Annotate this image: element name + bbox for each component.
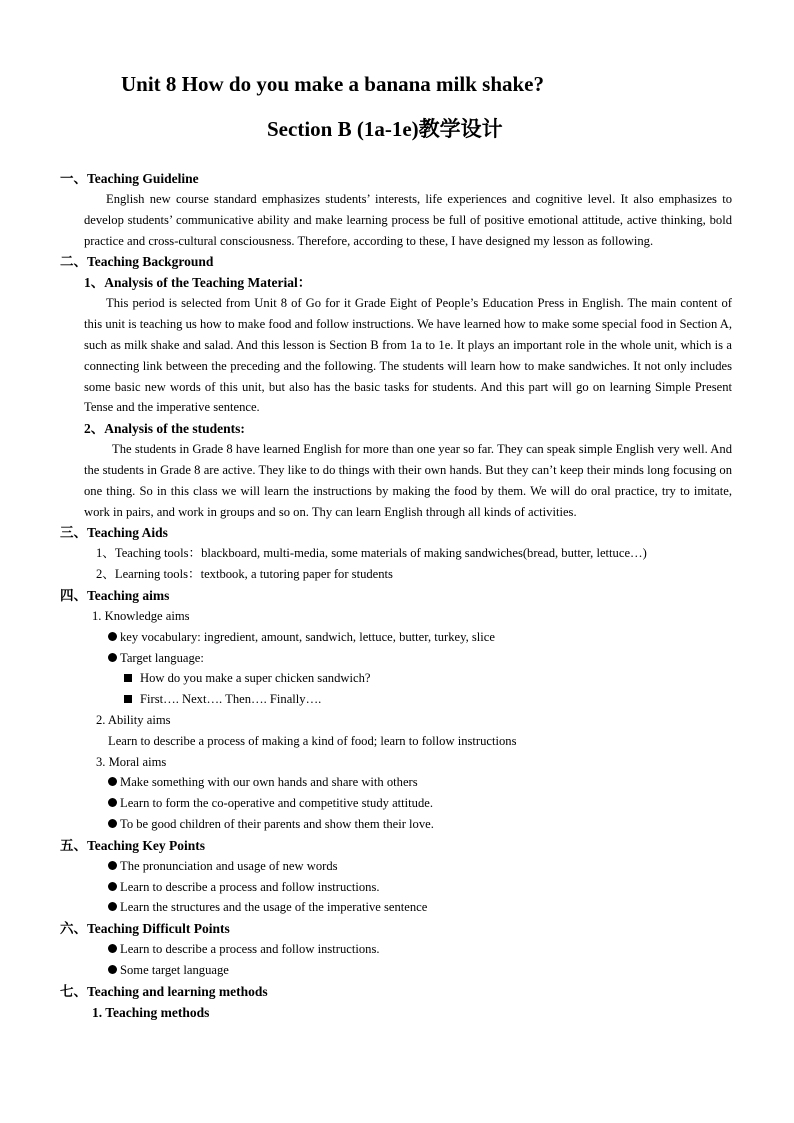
section-heading-background: 二、Teaching Background	[60, 254, 214, 270]
bullet-dot-icon	[108, 944, 117, 953]
subheading-teaching-methods: 1. Teaching methods	[92, 1004, 210, 1020]
list-item: The pronunciation and usage of new words	[60, 856, 732, 877]
list-item: Learn to form the co-operative and competitive study attitude.	[60, 793, 732, 814]
section-heading-difficult-points: 六、Teaching Difficult Points	[60, 921, 230, 937]
ability-aims-text: Learn to describe a process of making a kind of food; learn to follow instructions	[108, 733, 517, 748]
list-item: key vocabulary: ingredient, amount, sandwich, lettuce, butter, turkey, slice	[60, 627, 732, 648]
bullet-dot-icon	[108, 777, 117, 786]
bullet-dot-icon	[108, 819, 117, 828]
document-title: Unit 8 How do you make a banana milk shake?	[121, 72, 545, 96]
bullet-dot-icon	[108, 861, 117, 870]
list-item: Make something with our own hands and share with others	[60, 772, 732, 793]
list-item: Learn the structures and the usage of the imperative sentence	[60, 897, 732, 918]
students-paragraph: The students in Grade 8 have learned English for more than one year so far. They can speak simple English very well. And the students in Grade 8 are active. They like to do things with their own hands. But they can’t keep their minds long focusing on one thing. So in this class we will learn the instructions by making the food by them. We will do oral practice, try to imitate, work in pairs, and work in groups and so on. Thy can learn English through all kinds of activities.	[84, 442, 732, 519]
document-subtitle: Section B (1a-1e)教学设计	[267, 117, 503, 141]
list-item: Learn to describe a process and follow instructions.	[60, 877, 732, 898]
bullet-dot-icon	[108, 882, 117, 891]
list-item: How do you make a super chicken sandwich?	[60, 668, 732, 689]
section-heading-key-points: 五、Teaching Key Points	[60, 837, 206, 853]
list-item: Target language:	[60, 648, 732, 669]
section-heading-aims: 四、Teaching aims	[60, 587, 170, 603]
teaching-material-paragraph: This period is selected from Unit 8 of Go for it Grade Eight of People’s Education Press in English. The main content of this unit is teaching us how to make food and follow instructions. We have learned how to make some special food in Section A, such as milk shake and salad. And this lesson is Section B from 1a to 1e. It plays an important role in the whole unit, which is a connecting link between the preceding and the following. The students will learn how to make sandwiches. It not only includes some basic new words of this unit, but also has the basic tasks for students. And this part will go on learning Simple Present Tense and the imperative sentence.	[84, 296, 732, 415]
bullet-dot-icon	[108, 653, 117, 662]
list-item: Some target language	[60, 960, 732, 981]
subheading-students: 2、Analysis of the students:	[84, 421, 245, 437]
bullet-dot-icon	[108, 632, 117, 641]
guideline-paragraph: English new course standard emphasizes students’ interests, life experiences and cognitive level. It also emphasizes to develop students’ communicative ability and make learning process be full of positive emotional attitude, active thinking, bold practice and cross-cultural consciousness. Therefore, according to these, I have designed my lesson as following.	[84, 192, 732, 248]
bullet-dot-icon	[108, 902, 117, 911]
list-item: First…. Next…. Then…. Finally….	[60, 689, 732, 710]
bullet-square-icon	[124, 674, 132, 682]
section-heading-methods: 七、Teaching and learning methods	[60, 983, 268, 999]
knowledge-aims-heading: 1. Knowledge aims	[92, 608, 190, 623]
bullet-dot-icon	[108, 965, 117, 974]
aids-item-learning-tools: 2、Learning tools：textbook, a tutoring paper for students	[96, 567, 393, 582]
subheading-teaching-material: 1、Analysis of the Teaching Material：	[84, 275, 312, 291]
list-item: To be good children of their parents and show them their love.	[60, 814, 732, 835]
list-item: Learn to describe a process and follow instructions.	[60, 939, 732, 960]
section-heading-aids: 三、Teaching Aids	[60, 525, 168, 541]
section-heading-guideline: 一、Teaching Guideline	[60, 171, 199, 186]
bullet-dot-icon	[108, 798, 117, 807]
ability-aims-heading: 2. Ability aims	[96, 712, 171, 727]
aids-item-teaching-tools: 1、Teaching tools：blackboard, multi-media, some materials of making sandwiches(bread, butter, lettuce…)	[96, 546, 647, 561]
moral-aims-heading: 3. Moral aims	[96, 754, 167, 769]
document-body	[60, 168, 732, 1023]
bullet-square-icon	[124, 695, 132, 703]
